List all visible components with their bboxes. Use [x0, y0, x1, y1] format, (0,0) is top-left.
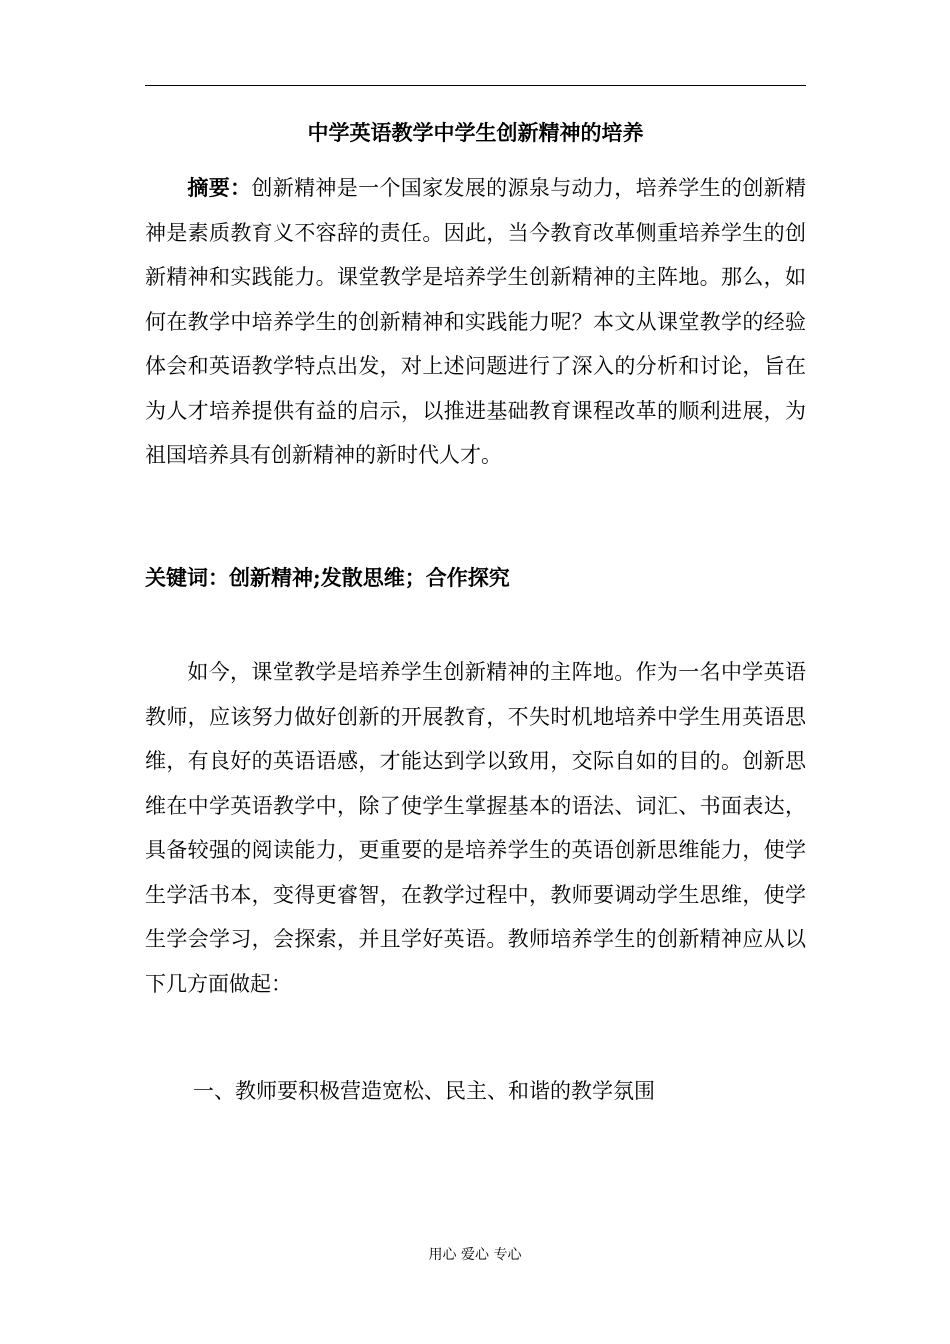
section-heading: 一、教师要积极营造宽松、民主、和谐的教学氛围: [193, 1079, 655, 1103]
page-footer: 用心 爱心 专心: [428, 1247, 522, 1263]
document-title: 中学英语教学中学生创新精神的培养: [307, 120, 644, 145]
keywords-line: 关键词：创新精神;发散思维；合作探究: [145, 565, 510, 590]
abstract-paragraph: [145, 166, 806, 478]
abstract-label: 摘要：: [187, 175, 252, 200]
body-paragraph: [145, 650, 806, 1006]
body-text: 如今，课堂教学是培养学生创新精神的主阵地。作为一名中学英语教师，应该努力做好创新的开展教育，不失时机地培养中学生用英语思维，有良好的英语语感，才能达到学以致用，交际自如的目的。创新思维在中学英语教学中，除了使学生掌握基本的语法、词汇、书面表达，具备较强的阅读能力，更重要的是培养学生的英语创新思维能力，使学生学活书本，变得更睿智，在教学过程中，教师要调动学生思维，使学生学会学习，会探索，并且学好英语。教师培养学生的创新精神应从以下几方面做起：: [145, 660, 806, 996]
header-rule: [145, 85, 806, 86]
abstract-text: 创新精神是一个国家发展的源泉与动力，培养学生的创新精神是素质教育义不容辞的责任。因此，当今教育改革侧重培养学生的创新精神和实践能力。课堂教学是培养学生创新精神的主阵地。那么，如何在教学中培养学生的创新精神和实践能力呢？本文从课堂教学的经验体会和英语教学特点出发，对上述问题进行了深入的分析和讨论，旨在为人才培养提供有益的启示，以推进基础教育课程改革的顺利进展，为祖国培养具有创新精神的新时代人才。: [145, 176, 807, 467]
